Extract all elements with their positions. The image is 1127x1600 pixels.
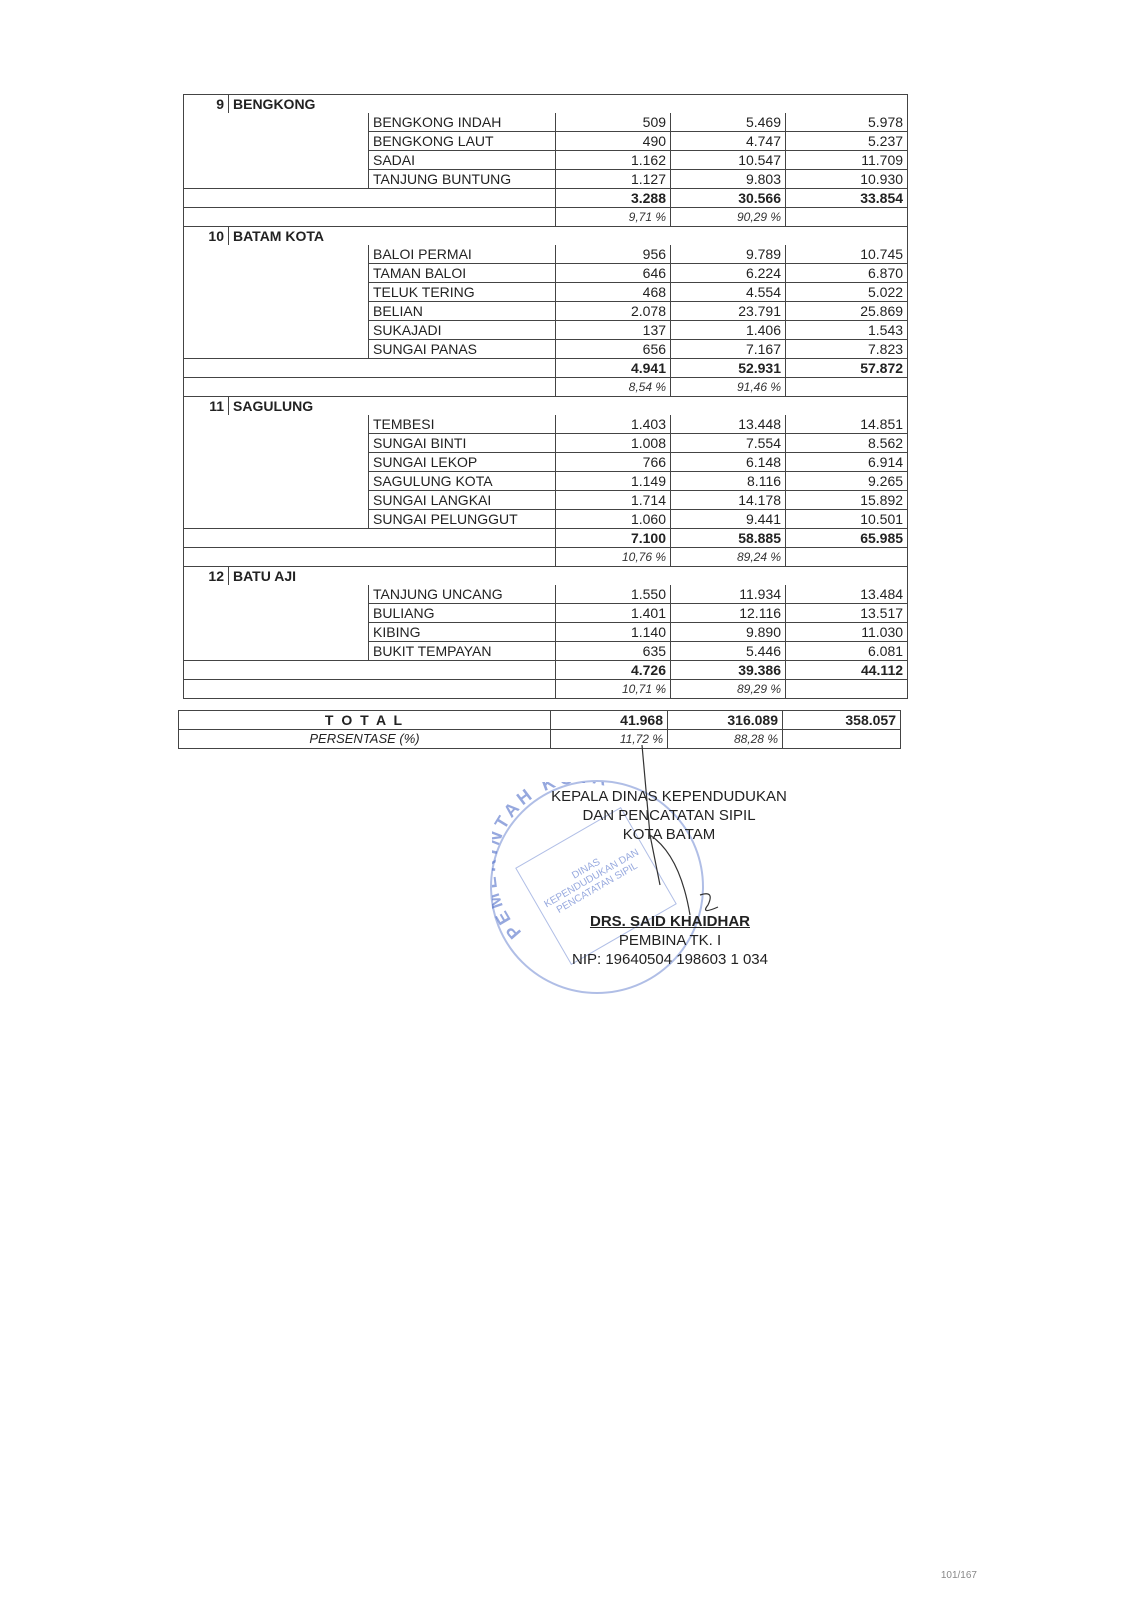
percent-row	[184, 378, 908, 397]
kelurahan-name: SUNGAI LEKOP	[369, 453, 556, 472]
empty-cell	[184, 680, 556, 699]
empty-cell	[184, 510, 369, 529]
percent-row	[184, 548, 908, 567]
total-a: 41.968	[551, 711, 668, 730]
value-c: 10.745	[786, 245, 908, 264]
kelurahan-name: BALOI PERMAI	[369, 245, 556, 264]
empty-cell	[184, 472, 369, 491]
table-row	[184, 453, 908, 472]
value-b: 14.178	[671, 491, 786, 510]
persentase-b: 88,28 %	[668, 730, 783, 749]
value-a: 646	[556, 264, 671, 283]
value-b: 13.448	[671, 415, 786, 434]
total-table	[178, 710, 901, 749]
empty-cell	[184, 283, 369, 302]
percent-row	[184, 680, 908, 699]
subtotal-a: 3.288	[556, 189, 671, 208]
empty-cell	[184, 208, 556, 227]
table-row	[184, 264, 908, 283]
kelurahan-name: BELIAN	[369, 302, 556, 321]
value-c: 9.265	[786, 472, 908, 491]
table-row	[184, 340, 908, 359]
kelurahan-name: KIBING	[369, 623, 556, 642]
kelurahan-name: SADAI	[369, 151, 556, 170]
subtotal-row	[184, 359, 908, 378]
kelurahan-name: BULIANG	[369, 604, 556, 623]
subtotal-c: 33.854	[786, 189, 908, 208]
percent-a: 8,54 %	[556, 378, 671, 397]
subtotal-b: 58.885	[671, 529, 786, 548]
value-b: 5.446	[671, 642, 786, 661]
kelurahan-name: BENGKONG LAUT	[369, 132, 556, 151]
signatory-nip: NIP: 19640504 198603 1 034	[571, 951, 768, 968]
signatory-rank: PEMBINA TK. I	[618, 932, 722, 949]
empty-cell	[184, 491, 369, 510]
district-header-filler	[556, 95, 908, 114]
value-a: 1.714	[556, 491, 671, 510]
value-a: 1.149	[556, 472, 671, 491]
district-name: BATAM KOTA	[229, 227, 556, 246]
subtotal-row	[184, 529, 908, 548]
district-header-row	[184, 397, 908, 416]
value-a: 1.162	[556, 151, 671, 170]
value-c: 7.823	[786, 340, 908, 359]
value-c: 25.869	[786, 302, 908, 321]
district-header-row	[184, 95, 908, 114]
value-c: 11.030	[786, 623, 908, 642]
total-b: 316.089	[668, 711, 783, 730]
table-row	[184, 585, 908, 604]
empty-cell	[184, 548, 556, 567]
signature-title-2: DAN PENCATATAN SIPIL	[582, 807, 756, 824]
subtotal-a: 4.941	[556, 359, 671, 378]
kelurahan-name: TANJUNG UNCANG	[369, 585, 556, 604]
empty-cell	[184, 132, 369, 151]
empty-cell	[184, 151, 369, 170]
value-a: 2.078	[556, 302, 671, 321]
table-row	[184, 321, 908, 340]
value-c: 10.501	[786, 510, 908, 529]
value-b: 7.554	[671, 434, 786, 453]
empty-cell	[184, 642, 369, 661]
value-c: 6.870	[786, 264, 908, 283]
subtotal-a: 7.100	[556, 529, 671, 548]
percent-row	[184, 208, 908, 227]
subtotal-b: 30.566	[671, 189, 786, 208]
table-row	[184, 642, 908, 661]
kelurahan-name: SUKAJADI	[369, 321, 556, 340]
total-c: 358.057	[783, 711, 901, 730]
value-a: 956	[556, 245, 671, 264]
value-c: 13.517	[786, 604, 908, 623]
empty-cell	[184, 264, 369, 283]
value-b: 1.406	[671, 321, 786, 340]
table-row	[184, 302, 908, 321]
table-row	[184, 245, 908, 264]
value-a: 1.060	[556, 510, 671, 529]
value-c: 11.709	[786, 151, 908, 170]
total-label: T O T A L	[179, 711, 551, 730]
value-c: 13.484	[786, 585, 908, 604]
value-b: 9.789	[671, 245, 786, 264]
signature-title-1: KEPALA DINAS KEPENDUDUKAN	[551, 788, 787, 805]
value-a: 766	[556, 453, 671, 472]
value-c: 5.237	[786, 132, 908, 151]
table-row	[184, 623, 908, 642]
table-row	[184, 604, 908, 623]
district-header-filler	[556, 567, 908, 586]
kelurahan-name: BENGKONG INDAH	[369, 113, 556, 132]
value-a: 1.140	[556, 623, 671, 642]
empty-cell	[184, 623, 369, 642]
table-row	[184, 510, 908, 529]
value-c: 15.892	[786, 491, 908, 510]
empty-cell	[184, 661, 556, 680]
subtotal-row	[184, 661, 908, 680]
value-b: 6.148	[671, 453, 786, 472]
value-c: 8.562	[786, 434, 908, 453]
empty-cell	[184, 359, 556, 378]
table-row	[184, 415, 908, 434]
empty-cell	[184, 434, 369, 453]
value-b: 11.934	[671, 585, 786, 604]
value-a: 1.403	[556, 415, 671, 434]
empty-cell	[184, 302, 369, 321]
stamp-inner-text: DINAS KEPENDUDUKAN DAN PENCATATAN SIPIL	[542, 847, 641, 916]
kelurahan-name: SAGULUNG KOTA	[369, 472, 556, 491]
percent-a: 9,71 %	[556, 208, 671, 227]
value-a: 137	[556, 321, 671, 340]
value-a: 1.127	[556, 170, 671, 189]
value-b: 9.890	[671, 623, 786, 642]
empty-cell	[786, 378, 908, 397]
table-row	[184, 283, 908, 302]
table-row	[184, 491, 908, 510]
kelurahan-name: TANJUNG BUNTUNG	[369, 170, 556, 189]
district-name: BENGKONG	[229, 95, 556, 114]
value-c: 5.978	[786, 113, 908, 132]
percent-b: 91,46 %	[671, 378, 786, 397]
district-number: 10	[184, 227, 229, 246]
district-number: 11	[184, 397, 229, 416]
empty-cell	[184, 113, 369, 132]
kelurahan-name: BUKIT TEMPAYAN	[369, 642, 556, 661]
value-a: 468	[556, 283, 671, 302]
value-c: 6.081	[786, 642, 908, 661]
kelurahan-name: SUNGAI PELUNGGUT	[369, 510, 556, 529]
empty-cell	[184, 585, 369, 604]
value-a: 490	[556, 132, 671, 151]
subtotal-b: 52.931	[671, 359, 786, 378]
subtotal-c: 65.985	[786, 529, 908, 548]
value-b: 5.469	[671, 113, 786, 132]
total-row	[179, 711, 901, 730]
subtotal-a: 4.726	[556, 661, 671, 680]
value-b: 10.547	[671, 151, 786, 170]
kelurahan-name: TELUK TERING	[369, 283, 556, 302]
value-b: 9.803	[671, 170, 786, 189]
value-a: 1.008	[556, 434, 671, 453]
stamp-outer-text: P TAH K	[492, 782, 562, 943]
district-header-row	[184, 227, 908, 246]
empty-cell	[184, 529, 556, 548]
table-row	[184, 434, 908, 453]
value-a: 1.401	[556, 604, 671, 623]
population-table	[183, 94, 908, 699]
value-c: 5.022	[786, 283, 908, 302]
page-number: 101/167	[940, 1570, 977, 1581]
kelurahan-name: SUNGAI LANGKAI	[369, 491, 556, 510]
kelurahan-name: TAMAN BALOI	[369, 264, 556, 283]
empty-cell	[786, 208, 908, 227]
subtotal-c: 44.112	[786, 661, 908, 680]
table-row	[184, 132, 908, 151]
district-number: 9	[184, 95, 229, 114]
subtotal-c: 57.872	[786, 359, 908, 378]
value-c: 14.851	[786, 415, 908, 434]
district-number: 12	[184, 567, 229, 586]
value-a: 656	[556, 340, 671, 359]
empty-cell	[184, 604, 369, 623]
empty-cell	[184, 170, 369, 189]
table-row	[184, 170, 908, 189]
value-c: 1.543	[786, 321, 908, 340]
value-b: 8.116	[671, 472, 786, 491]
value-a: 509	[556, 113, 671, 132]
kelurahan-name: SUNGAI BINTI	[369, 434, 556, 453]
percent-a: 10,76 %	[556, 548, 671, 567]
value-b: 23.791	[671, 302, 786, 321]
subtotal-b: 39.386	[671, 661, 786, 680]
signatory-name: DRS. SAID KHAIDHAR	[589, 913, 750, 930]
district-name: SAGULUNG	[229, 397, 556, 416]
value-a: 1.550	[556, 585, 671, 604]
district-header-filler	[556, 397, 908, 416]
percent-b: 89,29 %	[671, 680, 786, 699]
district-header-filler	[556, 227, 908, 246]
persentase-label: PERSENTASE (%)	[179, 730, 551, 749]
value-a: 635	[556, 642, 671, 661]
percent-b: 90,29 %	[671, 208, 786, 227]
percent-a: 10,71 %	[556, 680, 671, 699]
value-c: 10.930	[786, 170, 908, 189]
subtotal-row	[184, 189, 908, 208]
empty-cell	[786, 680, 908, 699]
value-b: 9.441	[671, 510, 786, 529]
persentase-row	[179, 730, 901, 749]
empty-cell	[184, 415, 369, 434]
percent-b: 89,24 %	[671, 548, 786, 567]
kelurahan-name: TEMBESI	[369, 415, 556, 434]
value-b: 7.167	[671, 340, 786, 359]
value-b: 6.224	[671, 264, 786, 283]
empty-cell	[184, 340, 369, 359]
empty-cell	[786, 548, 908, 567]
persentase-empty	[783, 730, 901, 749]
kelurahan-name: SUNGAI PANAS	[369, 340, 556, 359]
empty-cell	[184, 189, 556, 208]
table-row	[184, 472, 908, 491]
table-row	[184, 151, 908, 170]
empty-cell	[184, 453, 369, 472]
empty-cell	[184, 321, 369, 340]
signature-title-3: KOTA BATAM	[622, 826, 716, 843]
persentase-a: 11,72 %	[551, 730, 668, 749]
value-b: 12.116	[671, 604, 786, 623]
district-header-row	[184, 567, 908, 586]
empty-cell	[184, 245, 369, 264]
table-row	[184, 113, 908, 132]
value-b: 4.554	[671, 283, 786, 302]
value-c: 6.914	[786, 453, 908, 472]
empty-cell	[184, 378, 556, 397]
signature-scribble-icon	[640, 745, 720, 915]
district-name: BATU AJI	[229, 567, 556, 586]
value-b: 4.747	[671, 132, 786, 151]
